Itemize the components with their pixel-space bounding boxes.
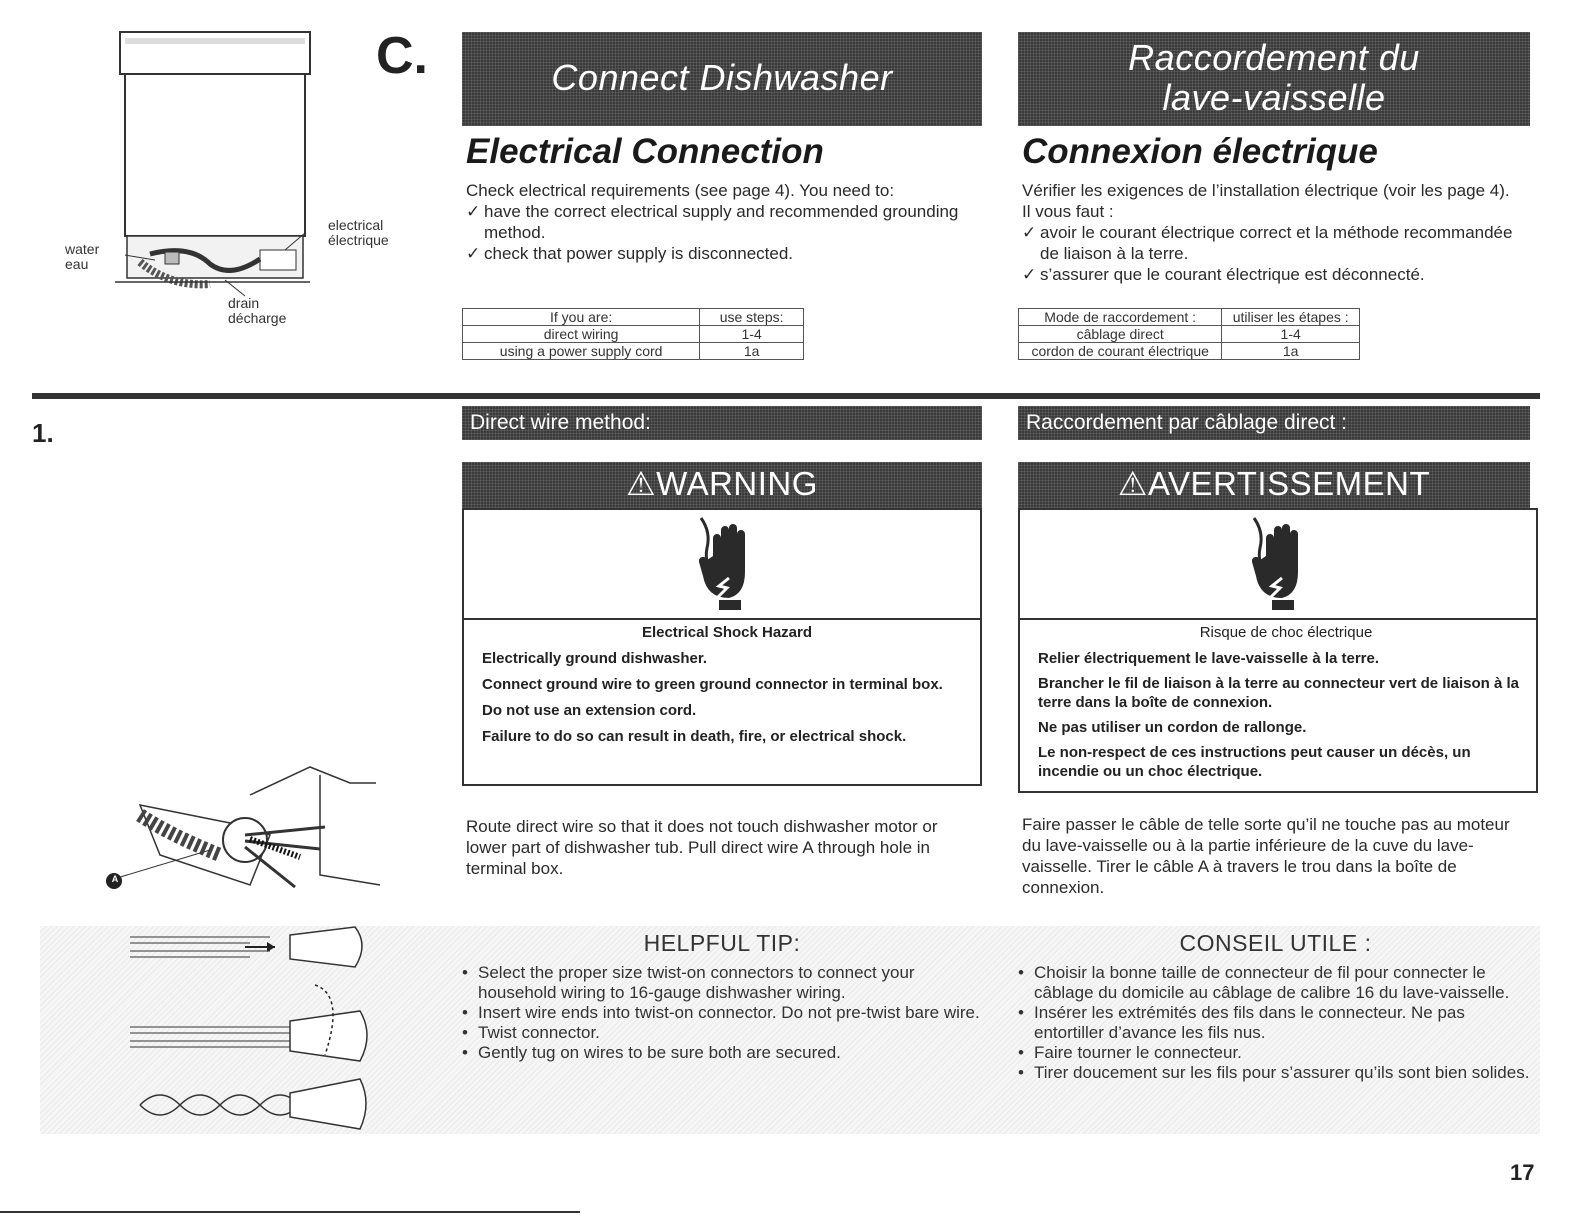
table-cell: cordon de courant électrique — [1019, 343, 1222, 360]
table-cell: using a power supply cord — [463, 343, 700, 360]
warning-icon: ⚠ — [626, 465, 657, 502]
tip-item: Insérer les extrémités des fils dans le connecteur. Ne pas entortiller d’avance les fils nus. — [1034, 1003, 1465, 1042]
fr-warning-box — [1018, 508, 1538, 793]
connexion-electrique-heading: Connexion électrique — [1022, 132, 1378, 171]
en-intro: Check electrical requirements (see page 4). You need to: — [466, 181, 895, 200]
step-number: 1. — [32, 418, 54, 448]
hazard-line: Relier électriquement le lave-vaisselle à la terre. — [1038, 650, 1380, 667]
water-label: water — [65, 241, 100, 257]
hazard-title: Risque de choc électrique — [1199, 624, 1373, 641]
wire-connector-diagram — [120, 925, 380, 1130]
warning-icon: ⚠ — [1117, 465, 1148, 502]
bullet-icon: • — [462, 1043, 468, 1062]
fr-check-2: s’assurer que le courant électrique est déconnecté. — [1040, 265, 1425, 284]
checkmark-icon: ✓ — [1022, 265, 1037, 284]
tip-item: Choisir la bonne taille de connecteur de fil pour connecter le câblage du domicile au câblage de calibre 16 du lave-vaisselle. — [1034, 963, 1510, 1002]
bullet-icon: • — [462, 1003, 468, 1022]
table-cell: 1a — [700, 343, 804, 360]
checkmark-icon: ✓ — [1022, 223, 1037, 242]
hazard-line: Le non-respect de ces instructions peut causer un décès, un incendie ou un choc électrique. — [1038, 744, 1471, 780]
table-cell: câblage direct — [1019, 326, 1222, 343]
tip-item: Select the proper size twist-on connectors to connect your household wiring to 16-gauge dishwasher wiring. — [478, 963, 915, 1002]
bullet-icon: • — [1018, 1003, 1024, 1022]
electrique-label: électrique — [328, 232, 389, 248]
avertissement-banner: ⚠AVERTISSEMENT — [1018, 462, 1530, 508]
hazard-line: Connect ground wire to green ground connector in terminal box. — [482, 676, 943, 693]
checkmark-icon: ✓ — [466, 244, 481, 263]
eau-label: eau — [65, 256, 89, 272]
fr-steps-table — [1018, 308, 1360, 360]
callout-a: A — [111, 874, 119, 884]
bottom-rule — [0, 1211, 580, 1213]
dishwasher-diagram — [55, 28, 315, 328]
table-cell: 1a — [1222, 343, 1360, 360]
table-header: Mode de raccordement : — [1019, 309, 1222, 326]
electrical-label: electrical — [328, 217, 384, 233]
hazard-line: Do not use an extension cord. — [482, 702, 697, 719]
raccordement-banner: Raccordement du lave-vaisselle — [1018, 32, 1530, 126]
hazard-title: Electrical Shock Hazard — [641, 624, 813, 641]
en-check-2: check that power supply is disconnected. — [484, 244, 794, 263]
tip-item: Faire tourner le connecteur. — [1034, 1043, 1242, 1062]
tip-item: Twist connector. — [478, 1023, 600, 1042]
hazard-line: Brancher le fil de liaison à la terre au connecteur vert de liaison à la terre dans la boîte de connexion. — [1038, 675, 1520, 711]
table-header: If you are: — [463, 309, 700, 326]
bullet-icon: • — [1018, 1043, 1024, 1062]
hazard-line: Electrically ground dishwasher. — [482, 650, 708, 667]
fr-route-text: Faire passer le câble de telle sorte qu’il ne touche pas au moteur du lave-vaisselle ou à la partie inférieure de la cuve du lave-vaisselle. Tirer le câble A à travers le trou dans la boîte de connexion. — [1022, 815, 1510, 897]
section-letter: C. — [376, 27, 428, 85]
shock-hazard-icon — [699, 516, 755, 612]
connect-dishwasher-banner: Connect Dishwasher — [462, 32, 982, 126]
bullet-icon: • — [1018, 1063, 1024, 1082]
electrical-connection-heading: Electrical Connection — [466, 132, 824, 171]
bullet-icon: • — [1018, 963, 1024, 982]
hazard-line: Ne pas utiliser un cordon de rallonge. — [1038, 719, 1307, 736]
fr-check-1: avoir le courant électrique correct et la méthode recommandée de liaison à la terre. — [1040, 223, 1513, 263]
tip-item: Gently tug on wires to be sure both are secured. — [478, 1043, 841, 1062]
bullet-icon: • — [462, 963, 468, 982]
page-number: 17 — [1510, 1160, 1535, 1185]
table-cell: direct wiring — [463, 326, 700, 343]
tip-item: Tirer doucement sur les fils pour s’assurer qu’ils sont bien solides. — [1034, 1063, 1530, 1082]
warning-banner: ⚠WARNING — [462, 462, 982, 508]
table-cell: 1-4 — [1222, 326, 1360, 343]
bullet-icon: • — [462, 1023, 468, 1042]
en-route-text: Route direct wire so that it does not touch dishwasher motor or lower part of dishwasher tub. Pull direct wire A through hole in terminal box. — [466, 817, 938, 878]
tip-item: Insert wire ends into twist-on connector. Do not pre-twist bare wire. — [478, 1003, 980, 1022]
hazard-line: Failure to do so can result in death, fire, or electrical shock. — [482, 728, 907, 745]
drain-label: drain — [228, 295, 260, 311]
helpful-tip-title: HELPFUL TIP: — [643, 930, 801, 956]
shock-hazard-icon — [1252, 516, 1308, 612]
checkmark-icon: ✓ — [466, 202, 481, 221]
terminal-box-diagram — [100, 755, 400, 905]
table-header: utiliser les étapes : — [1222, 309, 1360, 326]
raccordement-cablage-banner: Raccordement par câblage direct : — [1018, 406, 1530, 440]
en-steps-table — [462, 308, 804, 360]
section-divider — [32, 393, 1540, 399]
table-header: use steps: — [700, 309, 804, 326]
table-cell: 1-4 — [700, 326, 804, 343]
fr-intro: Vérifier les exigences de l’installation électrique (voir les page 4). Il vous faut : — [1022, 181, 1510, 221]
en-warning-box — [462, 508, 982, 786]
conseil-utile-title: CONSEIL UTILE : — [1179, 930, 1372, 956]
direct-wire-method-banner: Direct wire method: — [462, 406, 982, 440]
decharge-label: décharge — [228, 310, 287, 326]
en-check-1: have the correct electrical supply and recommended grounding method. — [484, 202, 959, 242]
